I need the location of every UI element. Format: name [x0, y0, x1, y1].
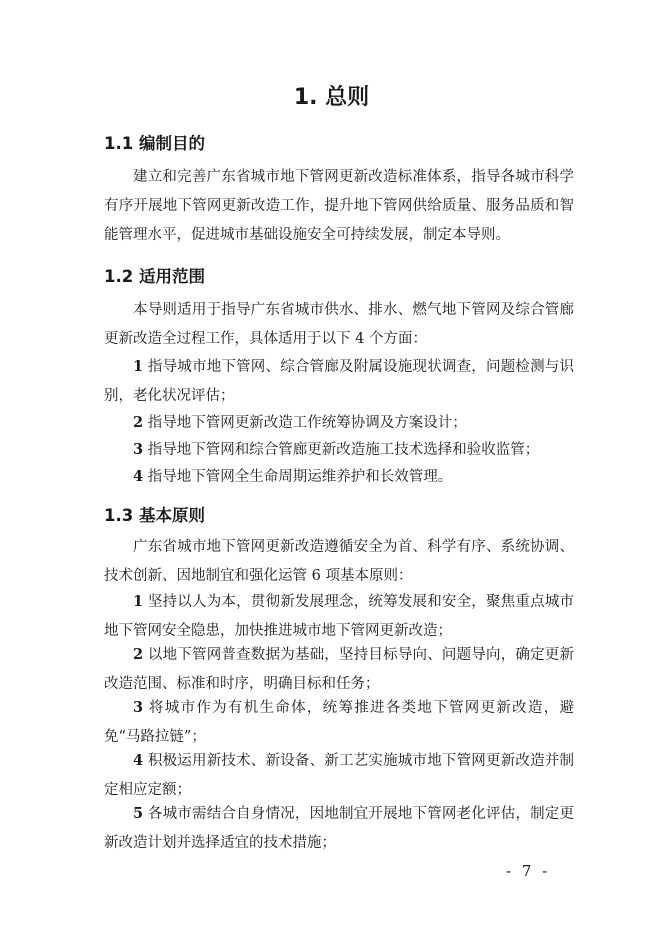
paragraph [104, 163, 574, 250]
list-item-text: 指导城市地下管网、综合管廊及附属设施现状调查，问题检测与识别，老化状况评估； [104, 359, 574, 404]
list-number: 2 [133, 414, 144, 431]
page-number: - 7 - [506, 862, 551, 880]
list-number: 4 [133, 752, 144, 769]
list-number: 1 [133, 593, 144, 610]
list-number: 5 [133, 805, 144, 822]
list-item [104, 640, 574, 699]
paragraph-text: 建立和完善广东省城市地下管网更新改造标准体系，指导各城市科学有序开展地下管网更新改造工作，提升地下管网供给质量、服务品质和智能管理水平，促进城市基础设施安全可持续发展，制定本导则。 [104, 169, 574, 243]
list-item-text: 以地下管网普查数据为基础，坚持目标导向、问题导向，确定更新改造范围、标准和时序，明确目标和任务； [104, 647, 574, 692]
list-item [104, 352, 574, 411]
list-number: 4 [133, 468, 144, 485]
list-item [104, 435, 574, 465]
list-item [104, 693, 574, 752]
section-heading-1-1: 1.1 编制目的 [104, 134, 205, 153]
list-item-text: 指导地下管网全生命周期运维养护和长效管理。 [143, 469, 453, 485]
page-title: 1. 总则 [293, 85, 370, 110]
list-item-text: 各城市需结合自身情况，因地制宜开展地下管网老化评估，制定更新改造计划并选择适宜的技术措施； [104, 806, 574, 851]
paragraph-text: 广东省城市地下管网更新改造遵循安全为首、科学有序、系统协调、技术创新、因地制宜和强化运管 6 项基本原则： [104, 539, 574, 584]
paragraph [104, 296, 574, 354]
list-number: 2 [133, 646, 144, 663]
list-item [104, 746, 574, 805]
list-item-text: 指导地下管网和综合管廊更新改造施工技术选择和验收监管； [143, 442, 540, 458]
section-heading-1-2: 1.2 适用范围 [104, 267, 205, 286]
list-item [104, 462, 574, 492]
list-item [104, 799, 574, 858]
list-item [104, 587, 574, 646]
list-item-text: 积极运用新技术、新设备、新工艺实施城市地下管网更新改造并制定相应定额； [104, 753, 574, 798]
section-heading-1-3: 1.3 基本原则 [104, 506, 205, 525]
paragraph [104, 533, 574, 591]
paragraph-text: 本导则适用于指导广东省城市供水、排水、燃气地下管网及综合管廊更新改造全过程工作，具体适用于以下 4 个方面： [104, 302, 574, 347]
list-item-text: 将城市作为有机生命体，统筹推进各类地下管网更新改造，避免“马路拉链”； [104, 700, 574, 745]
list-number: 3 [133, 699, 144, 716]
list-item [104, 408, 574, 438]
list-item-text: 坚持以人为本，贯彻新发展理念，统筹发展和安全，聚焦重点城市地下管网安全隐患，加快推进城市地下管网更新改造； [104, 594, 574, 639]
list-item-text: 指导地下管网更新改造工作统筹协调及方案设计； [143, 415, 467, 431]
list-number: 3 [133, 441, 144, 458]
list-number: 1 [133, 358, 144, 375]
